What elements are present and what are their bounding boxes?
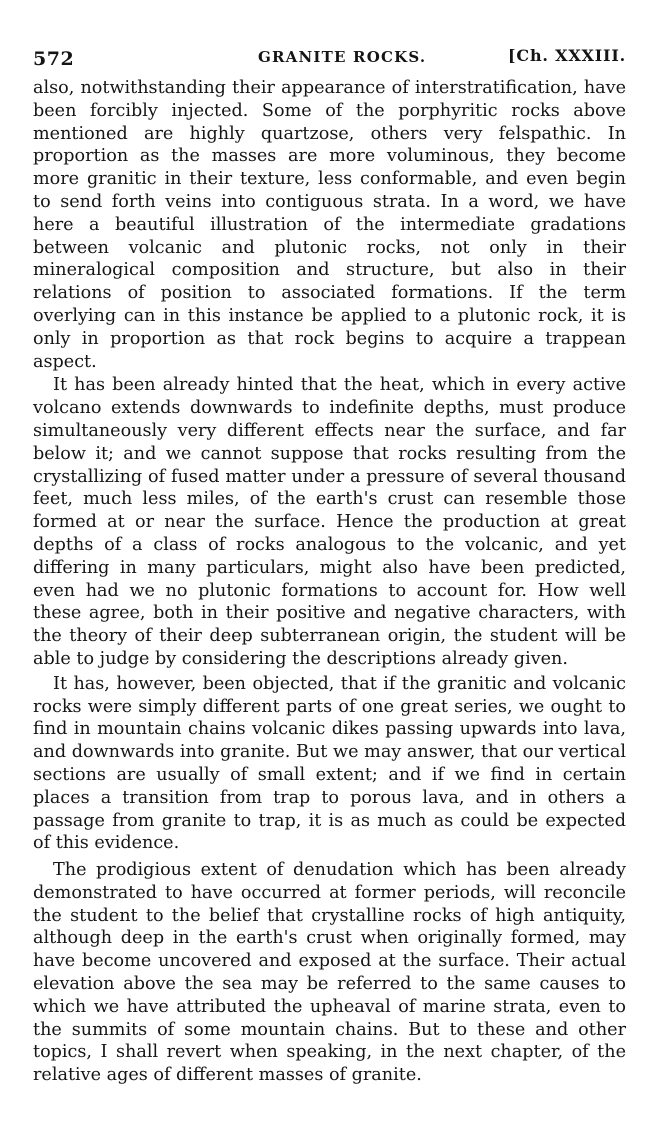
- paragraph-3: It has, however, been objected, that if the granitic and volcanic rocks were simply different parts of one great series, we ought to find in mountain chains volcanic dikes passing upwards into lava, and downwards into granite. But we may answer, that our vertical sections are usually of small extent; and if we find in certain places a transition from trap to porous lava, and in others a passage from granite to trap, it is as much as could be expected of this evidence.: [33, 673, 626, 854]
- paragraph-1: also, notwithstanding their appearance of interstratification, have been forcibly injected. Some of the porphyritic rocks above mentioned are highly quartzose, others very felspathic. In proportion as the masses are more voluminous, they become more granitic in their texture, less conformable, and even begin to send forth veins into contiguous strata. In a word, we have here a beautiful illustration of the intermediate gradations between volcanic and plutonic rocks, not only in their mineralogical composition and structure, but also in their relations of position to associated formations. If the term overlying can in this instance be applied to a plutonic rock, it is only in proportion as that rock begins to acquire a trappean aspect.: [33, 78, 626, 372]
- running-title: GRANITE ROCKS.: [258, 48, 427, 66]
- paragraph-2: It has been already hinted that the heat, which in every active volcano extends downwards to indefinite depths, must produce simultaneously very different effects near the surface, and far below it; and we cannot suppose that rocks resulting from the crystallizing of fused matter under a pressure of several thousand feet, much less miles, of the earth's crust can resemble those formed at or near the surface. Hence the production at great depths of a class of rocks analogous to the volcanic, and yet differing in many particulars, might also have been predicted, even had we no plutonic formations to account for. How well these agree, both in their positive and negative characters, with the theory of their deep subterranean origin, the student will be able to judge by considering the descriptions already given.: [33, 375, 626, 669]
- paragraph-4: The prodigious extent of denudation which has been already demonstrated to have occurred at former periods, will reconcile the student to the belief that crystalline rocks of high antiquity, although deep in the earth's crust when originally formed, may have become uncovered and exposed at the surface. Their actual elevation above the sea may be referred to the same causes to which we have attributed the upheaval of marine strata, even to the summits of some mountain chains. But to these and other topics, I shall revert when speaking, in the next chapter, of the relative ages of different masses of granite.: [33, 860, 626, 1086]
- body-text: [33, 77, 626, 1087]
- chapter-reference: [Ch. XXXIII.: [508, 46, 626, 65]
- page-header: [33, 40, 626, 70]
- page-number: 572: [33, 48, 75, 70]
